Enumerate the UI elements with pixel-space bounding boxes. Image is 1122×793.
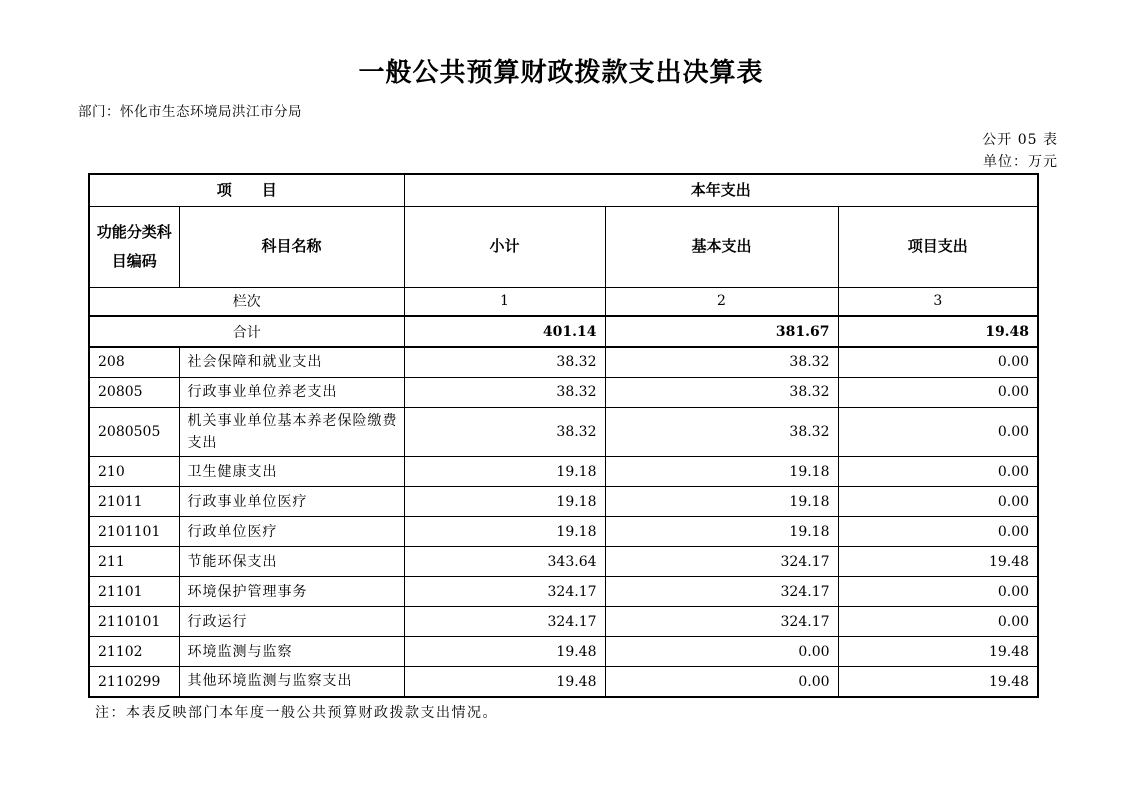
cell-subject-name: 行政运行	[179, 607, 404, 637]
page-title: 一般公共预算财政拨款支出决算表	[358, 58, 764, 88]
cell-code: 210	[89, 457, 179, 487]
cell-basic: 38.32	[605, 347, 838, 377]
table-row	[89, 407, 1038, 457]
table-code-label: 公开 05 表	[982, 132, 1058, 148]
cell-subject-name: 其他环境监测与监察支出	[179, 667, 404, 697]
cell-basic: 324.17	[605, 577, 838, 607]
header-code: 功能分类科目编码	[89, 206, 179, 287]
table-row	[89, 577, 1038, 607]
cell-basic: 19.18	[605, 487, 838, 517]
cell-basic: 0.00	[605, 637, 838, 667]
header-subject-name: 科目名称	[179, 206, 404, 287]
cell-project: 0.00	[838, 487, 1038, 517]
cell-subject-name: 行政单位医疗	[179, 517, 404, 547]
cell-project: 0.00	[838, 607, 1038, 637]
total-row	[89, 316, 1038, 347]
table-row	[89, 347, 1038, 377]
cell-subtotal: 38.32	[404, 377, 605, 407]
cell-code: 211	[89, 547, 179, 577]
department-line: 部门：怀化市生态环境局洪江市分局	[78, 104, 302, 120]
cell-project: 19.48	[838, 637, 1038, 667]
table-note: 注：本表反映部门本年度一般公共预算财政拨款支出情况。	[95, 705, 498, 721]
column-index-label: 栏次	[89, 287, 404, 316]
cell-project: 19.48	[838, 547, 1038, 577]
table-row	[89, 667, 1038, 697]
table-row	[89, 487, 1038, 517]
cell-subtotal: 19.18	[404, 487, 605, 517]
cell-project: 0.00	[838, 517, 1038, 547]
column-index-1: 1	[404, 287, 605, 316]
table-row	[89, 637, 1038, 667]
cell-code: 2080505	[89, 407, 179, 457]
cell-subject-name: 环境监测与监察	[179, 637, 404, 667]
header-current-year-group: 本年支出	[404, 174, 1038, 206]
header-project-group: 项 目	[89, 174, 404, 206]
total-subtotal: 401.14	[404, 316, 605, 347]
header-row-groups	[89, 174, 1038, 206]
table-head	[89, 174, 1038, 316]
budget-table	[88, 173, 1039, 698]
table-row	[89, 377, 1038, 407]
cell-project: 0.00	[838, 577, 1038, 607]
cell-basic: 324.17	[605, 607, 838, 637]
cell-subtotal: 19.48	[404, 637, 605, 667]
cell-code: 208	[89, 347, 179, 377]
header-project-expenditure: 项目支出	[838, 206, 1038, 287]
cell-basic: 324.17	[605, 547, 838, 577]
table-body	[89, 347, 1038, 697]
cell-basic: 38.32	[605, 377, 838, 407]
total-project: 19.48	[838, 316, 1038, 347]
cell-subject-name: 节能环保支出	[179, 547, 404, 577]
cell-subtotal: 324.17	[404, 577, 605, 607]
cell-subject-name: 行政事业单位养老支出	[179, 377, 404, 407]
cell-project: 19.48	[838, 667, 1038, 697]
cell-code: 21101	[89, 577, 179, 607]
cell-code: 21102	[89, 637, 179, 667]
cell-project: 0.00	[838, 347, 1038, 377]
column-index-row	[89, 287, 1038, 316]
cell-code: 21011	[89, 487, 179, 517]
cell-project: 0.00	[838, 457, 1038, 487]
cell-basic: 19.18	[605, 517, 838, 547]
cell-subject-name: 卫生健康支出	[179, 457, 404, 487]
cell-subtotal: 19.48	[404, 667, 605, 697]
unit-label: 单位：万元	[983, 154, 1058, 170]
total-label: 合计	[89, 316, 404, 347]
table-meta	[982, 129, 1058, 173]
cell-project: 0.00	[838, 407, 1038, 457]
cell-code: 20805	[89, 377, 179, 407]
cell-project: 0.00	[838, 377, 1038, 407]
cell-subject-name: 机关事业单位基本养老保险缴费支出	[179, 407, 404, 457]
cell-basic: 19.18	[605, 457, 838, 487]
cell-subtotal: 343.64	[404, 547, 605, 577]
cell-subject-name: 行政事业单位医疗	[179, 487, 404, 517]
cell-subtotal: 38.32	[404, 407, 605, 457]
cell-subtotal: 38.32	[404, 347, 605, 377]
cell-code: 2110299	[89, 667, 179, 697]
column-index-2: 2	[605, 287, 838, 316]
table-row	[89, 457, 1038, 487]
cell-subject-name: 环境保护管理事务	[179, 577, 404, 607]
total-basic: 381.67	[605, 316, 838, 347]
cell-subtotal: 324.17	[404, 607, 605, 637]
table-row	[89, 547, 1038, 577]
table-row	[89, 517, 1038, 547]
column-index-3: 3	[838, 287, 1038, 316]
cell-subtotal: 19.18	[404, 457, 605, 487]
cell-code: 2110101	[89, 607, 179, 637]
header-subtotal: 小计	[404, 206, 605, 287]
cell-code: 2101101	[89, 517, 179, 547]
cell-subject-name: 社会保障和就业支出	[179, 347, 404, 377]
header-row-columns	[89, 206, 1038, 287]
cell-subtotal: 19.18	[404, 517, 605, 547]
cell-basic: 38.32	[605, 407, 838, 457]
cell-basic: 0.00	[605, 667, 838, 697]
table-row	[89, 607, 1038, 637]
header-basic-expenditure: 基本支出	[605, 206, 838, 287]
